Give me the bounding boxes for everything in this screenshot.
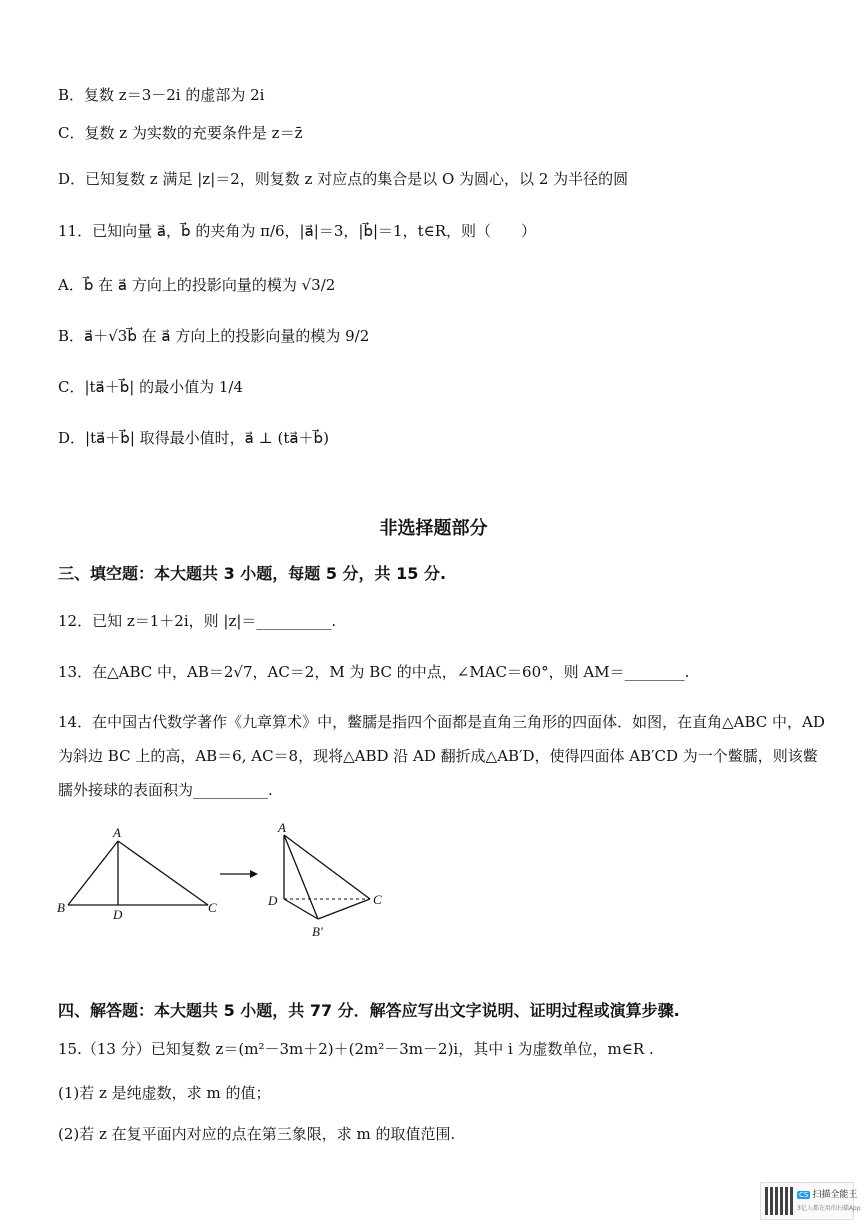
- scanner-watermark: [760, 1182, 861, 1220]
- question-11-stem: 11．已知向量 a⃗，b⃗ 的夹角为 π/6，|a⃗|＝3，|b⃗|＝1，t∈R，则（ ）: [58, 222, 537, 240]
- option-11a: A．b⃗ 在 a⃗ 方向上的投影向量的模为 √3/2: [58, 276, 336, 294]
- label-C-left: C: [208, 900, 217, 915]
- question-15-part2: (2)若 z 在复平面内对应的点在第三象限，求 m 的取值范围.: [58, 1125, 456, 1143]
- triangle-figures: [50, 815, 410, 945]
- option-11c: C．|ta⃗＋b⃗| 的最小值为 1/4: [58, 378, 244, 396]
- label-B-right: B′: [312, 924, 323, 939]
- part3-heading: 三、填空题：本大题共 3 小题，每题 5 分，共 15 分.: [58, 564, 447, 583]
- right-triangle-figure: [57, 825, 217, 922]
- question-13: 13．在△ABC 中，AB＝2√7，AC＝2，M 为 BC 的中点，∠MAC＝60°，则 AM＝________.: [58, 663, 690, 681]
- label-B-left: B: [57, 900, 65, 915]
- watermark-subtitle: 3亿人都在用的扫描App: [797, 1205, 861, 1212]
- option-10b: B．复数 z＝3－2i 的虚部为 2i: [58, 86, 265, 104]
- cs-logo-icon: CS: [799, 1191, 809, 1199]
- option-11b: B．a⃗＋√3b⃗ 在 a⃗ 方向上的投影向量的模为 9/2: [58, 327, 370, 345]
- question-15-part1: (1)若 z 是纯虚数，求 m 的值；: [58, 1084, 271, 1102]
- tetrahedron-figure: [267, 820, 382, 939]
- label-A-right: A: [278, 820, 286, 835]
- section-title: 非选择题部分: [379, 518, 488, 539]
- part4-heading: 四、解答题：本大题共 5 小题，共 77 分．解答应写出文字说明、证明过程或演算步骤.: [58, 1001, 680, 1020]
- question-14: 14．在中国古代数学著作《九章算术》中，鳖臑是指四个面都是直角三角形的四面体．如图，在直角△ABC 中，AD 为斜边 BC 上的高，AB＝6, AC＝8，现将△ABD 沿 AD 翻折成△AB′D，使得四面体 AB′CD 为一个鳖臑，则该鳖臑外接球的表面积为__________.: [58, 713, 825, 799]
- watermark-title: 扫描全能王: [812, 1190, 858, 1200]
- option-10d: D．已知复数 z 满足 |z|＝2，则复数 z 对应点的集合是以 O 为圆心，以 2 为半径的圆: [58, 170, 629, 188]
- label-D-right: D: [268, 893, 278, 908]
- label-A-left: A: [113, 825, 121, 840]
- option-10c: C．复数 z 为实数的充要条件是 z＝z̄: [58, 124, 303, 142]
- label-D-left: D: [113, 907, 123, 922]
- qr-code-icon: [765, 1187, 793, 1215]
- question-15-stem: 15.（13 分）已知复数 z＝(m²－3m＋2)＋(2m²－3m－2)i，其中 i 为虚数单位，m∈R .: [58, 1040, 654, 1058]
- option-11d: D．|ta⃗＋b⃗| 取得最小值时，a⃗ ⊥ (ta⃗＋b⃗): [58, 429, 329, 447]
- label-C-right: C: [373, 892, 382, 907]
- question-12: 12．已知 z＝1＋2i，则 |z|＝__________.: [58, 612, 337, 630]
- arrow: [220, 870, 258, 878]
